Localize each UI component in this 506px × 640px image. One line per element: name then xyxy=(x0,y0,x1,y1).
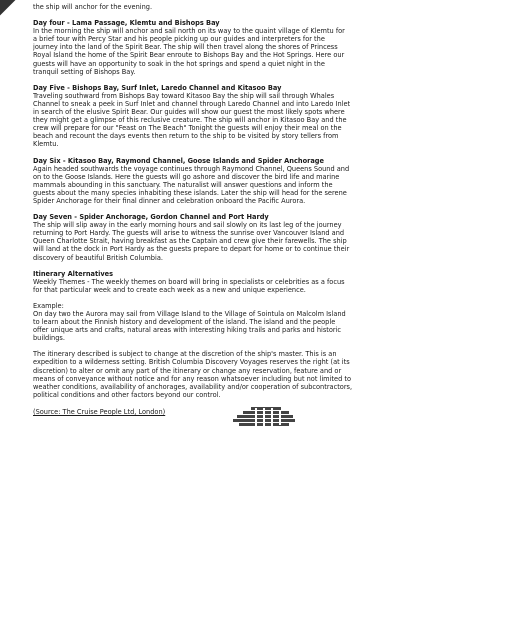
body-line: will land at the dock in Port Hardy as the guests prepare to depart for home or to continue their xyxy=(33,245,350,254)
body-line: they might get a glimpse of this reclusive creature. The ship will anchor in Kitasoo Bay and the xyxy=(33,116,347,125)
section xyxy=(33,213,481,262)
body-line: On day two the Aurora may sail from Village Island to the Village of Sointula on Malcolm Island xyxy=(33,310,346,318)
body-line: Weekly Themes - The weekly themes on board will bring in specialists or celebrities as a focus xyxy=(33,277,345,286)
body-line: crew will prepare for our "Feast on The Beach" Tonight the guests will enjoy their meal on the xyxy=(33,124,342,133)
section xyxy=(33,350,481,399)
body-line: beach and recount the days events then return to the ship to be visited by story tellers from xyxy=(33,132,339,141)
body-line: weather conditions, availability of anchorages, availability and/or cooperation of subcontractors, xyxy=(33,382,353,391)
body-line: a brief tour with Percy Star and his people picking up our guides and interpreters for the xyxy=(33,35,325,44)
scan-corner-mark xyxy=(0,0,18,16)
library-stamp-graphic xyxy=(229,405,299,429)
section xyxy=(33,270,481,294)
body-line: Queen Charlotte Strait, having breakfast as the Captain and crew give their farewells. The ship xyxy=(33,237,347,246)
body-line: returning to Port Hardy. The guests will arise to witness the sunrise over Vancouver Island and xyxy=(33,229,345,238)
body-line: guests about the many species inhabiting these islands. Later the ship will head for the serene xyxy=(33,188,347,197)
body-line: guests will have an opportunity to soak in the hot springs and spend a quiet night in the xyxy=(33,59,325,68)
section xyxy=(33,84,481,149)
body-line: means of conveyance without notice and for any reason whatsoever including but not limited to xyxy=(33,374,351,383)
body-line: expedition to a wilderness setting. British Columbia Discovery Voyages reserves the right (at its xyxy=(33,358,350,367)
section-heading: Day Seven - Spider Anchorage, Gordon Channel and Port Hardy xyxy=(33,213,269,222)
section-heading: Itinerary Alternatives xyxy=(33,269,114,278)
body-line: The ship will slip away in the early morning hours and sail slowly on its last leg of the journey xyxy=(33,221,342,230)
section xyxy=(33,302,481,342)
body-line: Example: xyxy=(33,301,64,310)
body-line: journey into the land of the Spirit Bear. The ship will then travel along the shores of Princess xyxy=(33,43,338,52)
body-line: Klemtu. xyxy=(33,140,59,149)
body-line: mammals abounding in this sanctuary. The naturalist will answer questions and inform the xyxy=(33,180,333,189)
section-heading: Day four - Lama Passage, Klemtu and Bishops Bay xyxy=(33,19,220,28)
document-page xyxy=(33,0,481,416)
body-line: to learn about the Finnish history and development of the island. The island and the people xyxy=(33,318,336,327)
lead-line: the ship will anchor for the evening. xyxy=(33,3,153,11)
body-line: Spider Anchorage for their final dinner and celebration onboard the Pacific Aurora. xyxy=(33,196,306,205)
body-line: Again headed southwards the voyage continues through Raymond Channel, Queens Sound and xyxy=(33,164,350,173)
section-heading: Day Five - Bishops Bay, Surf Inlet, Laredo Channel and Kitasoo Bay xyxy=(33,83,282,92)
section xyxy=(33,19,481,76)
body-line: political conditions and other factors beyond our control. xyxy=(33,390,221,399)
body-line: discretion) to alter or omit any part of the itinerary or change any reservation, feature and or xyxy=(33,366,342,375)
body-line: for that particular week and to create each week as a new and unique experience. xyxy=(33,285,306,294)
body-line: on to the Goose Islands. Here the guests will go ashore and discover the bird life and marine xyxy=(33,172,340,181)
body-line: in search of the elusive Spirit Bear. Our guides will show our guest the most likely spots where xyxy=(33,108,345,117)
section xyxy=(33,157,481,206)
body-line: The itinerary described is subject to change at the discretion of the ship's master. This is an xyxy=(33,350,337,359)
body-line: Royal Island the home of the Spirit Bear enroute to Bishops Bay and the Hot Springs. Here our xyxy=(33,51,345,60)
body-line: In the morning the ship will anchor and sail north on its way to the quaint village of Klemtu for xyxy=(33,27,345,36)
body-line: Traveling southward from Bishops Bay toward Kitasoo Bay the ship will sail through Whales xyxy=(33,91,335,100)
body-line: offer unique arts and crafts, natural areas with interesting hiking trails and parks and historic xyxy=(33,326,342,335)
document-sections xyxy=(33,19,481,399)
body-line: Channel to sneak a peek in Surf Inlet and channel through Laredo Channel and into Laredo Inlet xyxy=(33,99,351,108)
section-heading: Day Six - Kitasoo Bay, Raymond Channel, Goose Islands and Spider Anchorage xyxy=(33,156,324,165)
source-citation: (Source: The Cruise People Ltd, London) xyxy=(33,407,166,416)
body-line: buildings. xyxy=(33,334,65,343)
body-line: discovery of beautiful British Columbia. xyxy=(33,253,163,262)
body-line: tranquil setting of Bishops Bay. xyxy=(33,67,136,76)
